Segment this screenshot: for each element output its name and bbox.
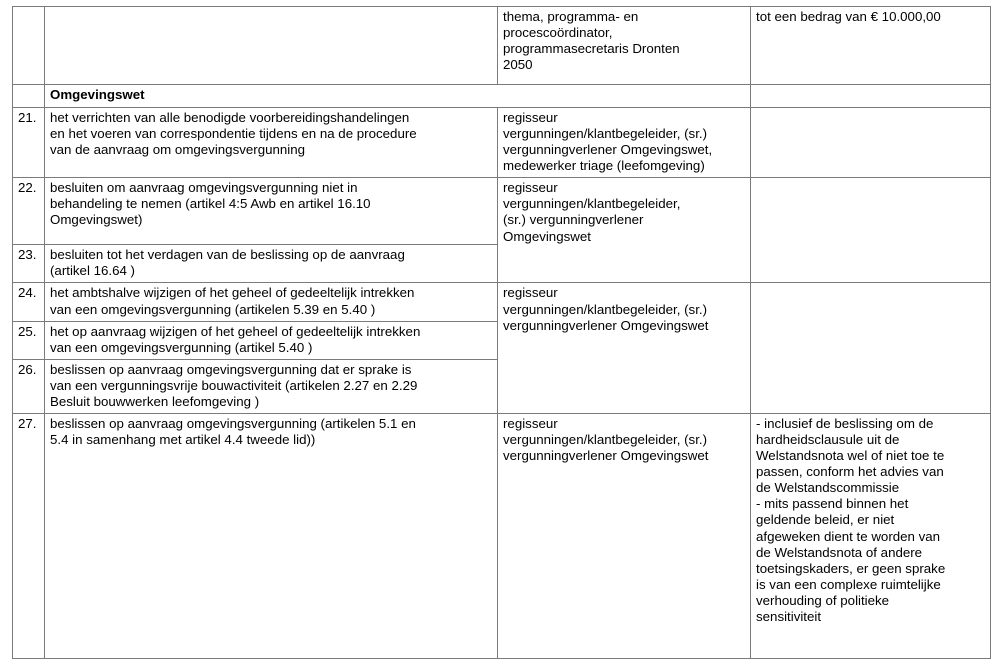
description-line: van een omgevingsvergunning (artikelen 5.39 en 5.40 ) bbox=[50, 301, 376, 317]
description-line: besluiten om aanvraag omgevingsvergunning niet in bbox=[50, 180, 358, 196]
row-remark-cell bbox=[751, 178, 991, 283]
role-line: regisseur bbox=[503, 285, 558, 301]
remark-line: verhouding of politieke bbox=[756, 592, 890, 608]
description-line: Omgevingswet) bbox=[50, 212, 143, 228]
row-description-cell bbox=[45, 108, 498, 178]
remark-line: de Welstandscommissie bbox=[756, 480, 900, 496]
description-line: beslissen op aanvraag omgevingsvergunning dat er sprake is bbox=[50, 361, 412, 377]
remark-line: afgeweken dient te worden van bbox=[756, 528, 941, 544]
remark-line: hardheidsclausule uit de bbox=[756, 432, 900, 448]
role-line: (sr.) vergunningverlener bbox=[503, 212, 644, 228]
description-line: (artikel 16.64 ) bbox=[50, 263, 135, 279]
row-remark-cell bbox=[751, 7, 991, 85]
remark-line: - inclusief de beslissing om de bbox=[756, 416, 934, 432]
row-description-cell bbox=[45, 414, 498, 659]
row-number-cell: 25. bbox=[13, 321, 45, 359]
row-number-cell: 23. bbox=[13, 245, 45, 283]
role-line: vergunningen/klantbegeleider, (sr.) bbox=[503, 301, 708, 317]
row-remark-cell bbox=[751, 283, 991, 414]
description-line: en het voeren van correspondentie tijdens en na de procedure bbox=[50, 126, 417, 142]
row-description-cell bbox=[45, 321, 498, 359]
row-remark-cell bbox=[751, 108, 991, 178]
table-body bbox=[13, 7, 991, 659]
table-row bbox=[13, 108, 991, 178]
table-row-section bbox=[13, 85, 991, 108]
description-line: van de aanvraag om omgevingsvergunning bbox=[50, 142, 306, 158]
row-description-cell bbox=[45, 359, 498, 413]
description-line: behandeling te nemen (artikel 4:5 Awb en artikel 16.10 bbox=[50, 196, 371, 212]
remark-line: Welstandsnota wel of niet toe te bbox=[756, 448, 945, 464]
remark-line: toetsingskaders, er geen sprake bbox=[756, 560, 946, 576]
row-description-cell bbox=[45, 178, 498, 245]
table-row bbox=[13, 414, 991, 659]
remark-line: tot een bedrag van € 10.000,00 bbox=[756, 9, 941, 24]
description-line: het ambtshalve wijzigen of het geheel of gedeeltelijk intrekken bbox=[50, 285, 415, 301]
row-number-cell: 27. bbox=[13, 414, 45, 659]
description-line: van een omgevingsvergunning (artikel 5.40 ) bbox=[50, 339, 313, 355]
table-row bbox=[13, 283, 991, 321]
row-role-cell bbox=[498, 7, 751, 85]
row-description-cell bbox=[45, 245, 498, 283]
description-line: beslissen op aanvraag omgevingsvergunning (artikelen 5.1 en bbox=[50, 416, 416, 432]
description-line: Besluit bouwwerken leefomgeving ) bbox=[50, 393, 260, 409]
row-remark-cell bbox=[751, 85, 991, 108]
section-title-cell: Omgevingswet bbox=[45, 85, 751, 108]
role-line: medewerker triage (leefomgeving) bbox=[503, 158, 705, 174]
role-line: procescoördinator, bbox=[503, 25, 613, 41]
row-description-cell bbox=[45, 283, 498, 321]
row-number-cell: 22. bbox=[13, 178, 45, 245]
description-line: besluiten tot het verdagen van de beslissing op de aanvraag bbox=[50, 247, 405, 263]
role-line: regisseur bbox=[503, 180, 558, 196]
row-role-cell bbox=[498, 283, 751, 414]
table-row bbox=[13, 178, 991, 245]
role-line: Omgevingswet bbox=[503, 228, 591, 244]
description-line: het op aanvraag wijzigen of het geheel of gedeeltelijk intrekken bbox=[50, 323, 421, 339]
role-line: programmasecretaris Dronten bbox=[503, 41, 680, 57]
remark-line: passen, conform het advies van bbox=[756, 464, 944, 480]
description-line: van een vergunningsvrije bouwactiviteit (artikelen 2.27 en 2.29 bbox=[50, 377, 418, 393]
row-role-cell bbox=[498, 414, 751, 659]
remark-line: is van een complexe ruimtelijke bbox=[756, 576, 941, 592]
row-number-cell: 26. bbox=[13, 359, 45, 413]
role-line: 2050 bbox=[503, 57, 533, 73]
row-description-cell bbox=[45, 7, 498, 85]
role-line: vergunningverlener Omgevingswet bbox=[503, 448, 709, 464]
remark-line: sensitiviteit bbox=[756, 608, 822, 624]
row-number-cell: 21. bbox=[13, 108, 45, 178]
row-number-cell: 24. bbox=[13, 283, 45, 321]
remark-line: geldende beleid, er niet bbox=[756, 512, 895, 528]
mandate-table bbox=[12, 6, 991, 659]
row-number-cell bbox=[13, 85, 45, 108]
row-number-cell bbox=[13, 7, 45, 85]
row-role-cell bbox=[498, 178, 751, 283]
row-role-cell bbox=[498, 108, 751, 178]
remark-line: de Welstandsnota of andere bbox=[756, 544, 923, 560]
role-line: regisseur bbox=[503, 110, 558, 125]
role-line: thema, programma- en bbox=[503, 9, 639, 24]
description-line: 5.4 in samenhang met artikel 4.4 tweede lid)) bbox=[50, 432, 316, 448]
table-row bbox=[13, 7, 991, 85]
row-remark-cell bbox=[751, 414, 991, 659]
role-line: vergunningen/klantbegeleider, bbox=[503, 196, 681, 212]
role-line: vergunningverlener Omgevingswet bbox=[503, 317, 709, 333]
remark-line: - mits passend binnen het bbox=[756, 496, 909, 512]
role-line: vergunningen/klantbegeleider, (sr.) bbox=[503, 432, 708, 448]
role-line: regisseur bbox=[503, 416, 558, 432]
description-line: het verrichten van alle benodigde voorbereidingshandelingen bbox=[50, 110, 410, 125]
role-line: vergunningverlener Omgevingswet, bbox=[503, 142, 713, 158]
role-line: vergunningen/klantbegeleider, (sr.) bbox=[503, 126, 708, 142]
